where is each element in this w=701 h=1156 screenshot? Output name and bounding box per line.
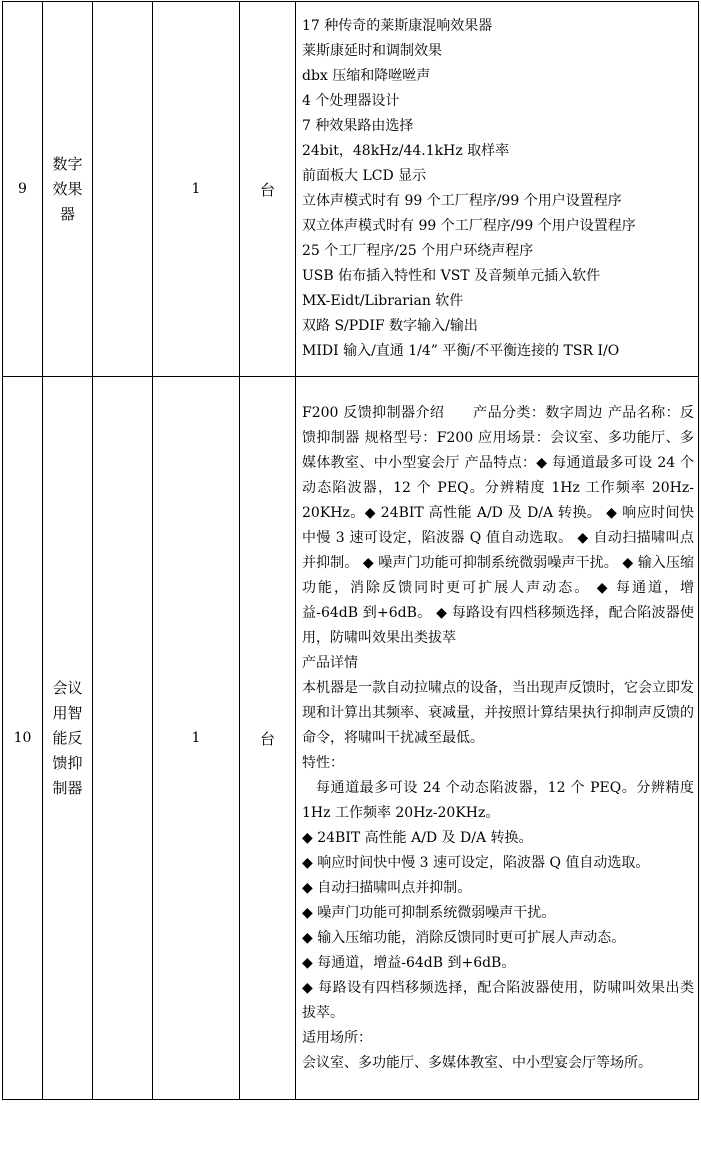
- features-heading: 特性：: [302, 754, 344, 771]
- item-name-line: 制器: [52, 778, 83, 797]
- feature-item: ◆ 响应时间快中慢 3 速可设定，陷波器 Q 值自动选取。: [302, 854, 650, 871]
- item-name-line: 效果: [52, 179, 83, 198]
- item-name-line: 会议: [52, 678, 83, 697]
- brand-cell: [93, 377, 153, 1100]
- feature-item: ◆ 每通道，增益-64dB 到+6dB。: [302, 954, 516, 971]
- table-row: [3, 2, 699, 377]
- feature-item: 每通道最多可设 24 个动态陷波器，12 个 PEQ。分辨精度 1Hz 工作频率 20Hz-20KHz。: [302, 779, 694, 821]
- details-heading: 产品详情: [302, 654, 358, 671]
- item-name: [43, 377, 93, 1100]
- item-name-line: 器: [59, 204, 75, 223]
- item-name-line: 馈抑: [52, 753, 83, 772]
- unit-cell: 台: [240, 377, 296, 1100]
- spec-line: 7 种效果路由选择: [302, 118, 414, 134]
- feature-item: ◆ 自动扫描啸叫点并抑制。: [302, 879, 472, 896]
- spec-line: MX-Eidt/Librarian 软件: [302, 293, 464, 309]
- spec-description: [296, 377, 699, 1100]
- product-intro: F200 反馈抑制器介绍 产品分类：数字周边 产品名称：反馈抑制器 规格型号：F200 应用场景：会议室、多功能厅、多媒体教室、中小型宴会厅 产品特点：◆ 每通道最多可设 24 个动态陷波器，12 个 PEQ。分辨精度 1Hz 工作频率 20Hz-20KHz。◆ 24BIT 高性能 A/D 及 D/A 转换。 ◆ 响应时间快中慢 3 速可设定，陷波器 Q 值自动选取。 ◆ 自动扫描啸叫点并抑制。 ◆ 噪声门功能可抑制系统微弱噪声干扰。 ◆ 输入压缩功能，消除反馈同时更可扩展人声动态。 ◆ 每通道，增益-64dB 到+6dB。 ◆ 每路设有四档移频选择，配合陷波器使用，防啸叫效果出类拔萃: [302, 404, 694, 646]
- item-name-line: 数字: [52, 154, 83, 173]
- item-name-line: 能反: [52, 728, 83, 747]
- spec-line: 前面板大 LCD 显示: [302, 168, 427, 184]
- table-row: [3, 377, 699, 1100]
- spec-table: [2, 1, 699, 1100]
- spec-line: 25 个工厂程序/25 个用户环绕声程序: [302, 243, 534, 259]
- brand-cell: [93, 2, 153, 377]
- spec-line: USB 佑布插入特性和 VST 及音频单元插入软件: [302, 268, 601, 284]
- quantity-cell: 1: [153, 377, 240, 1100]
- spec-line: 4 个处理器设计: [302, 93, 400, 109]
- spec-line: 双立体声模式时有 99 个工厂程序/99 个用户设置程序: [302, 218, 636, 234]
- details-text: 本机器是一款自动拉啸点的设备，当出现声反馈时，它会立即发现和计算出其频率、衰减量，并按照计算结果执行抑制声反馈的命令，将啸叫干扰减至最低。: [302, 679, 694, 746]
- spec-line: 立体声模式时有 99 个工厂程序/99 个用户设置程序: [302, 193, 622, 209]
- spec-description: [296, 2, 699, 377]
- spec-line: 24bit，48kHz/44.1kHz 取样率: [302, 143, 510, 159]
- quantity-cell: 1: [153, 2, 240, 377]
- venues-text: 会议室、多功能厅、多媒体教室、中小型宴会厅等场所。: [302, 1054, 652, 1071]
- row-number: 10: [3, 377, 43, 1100]
- unit-cell: 台: [240, 2, 296, 377]
- feature-item: ◆ 24BIT 高性能 A/D 及 D/A 转换。: [302, 829, 533, 846]
- spec-line: MIDI 输入/直通 1/4” 平衡/不平衡连接的 TSR I/O: [302, 343, 620, 359]
- item-name: [43, 2, 93, 377]
- feature-item: ◆ 输入压缩功能，消除反馈同时更可扩展人声动态。: [302, 929, 626, 946]
- venues-heading: 适用场所：: [302, 1029, 372, 1046]
- item-name-line: 用智: [52, 703, 83, 722]
- spec-line: 莱斯康延时和调制效果: [302, 43, 442, 59]
- feature-item: ◆ 每路设有四档移频选择，配合陷波器使用，防啸叫效果出类拔萃。: [302, 979, 694, 1021]
- spec-line: dbx 压缩和降咝咝声: [302, 68, 431, 84]
- feature-item: ◆ 噪声门功能可抑制系统微弱噪声干扰。: [302, 904, 556, 921]
- spec-line: 双路 S/PDIF 数字输入/输出: [302, 318, 478, 334]
- row-number: 9: [3, 2, 43, 377]
- spec-line: 17 种传奇的莱斯康混响效果器: [302, 18, 493, 34]
